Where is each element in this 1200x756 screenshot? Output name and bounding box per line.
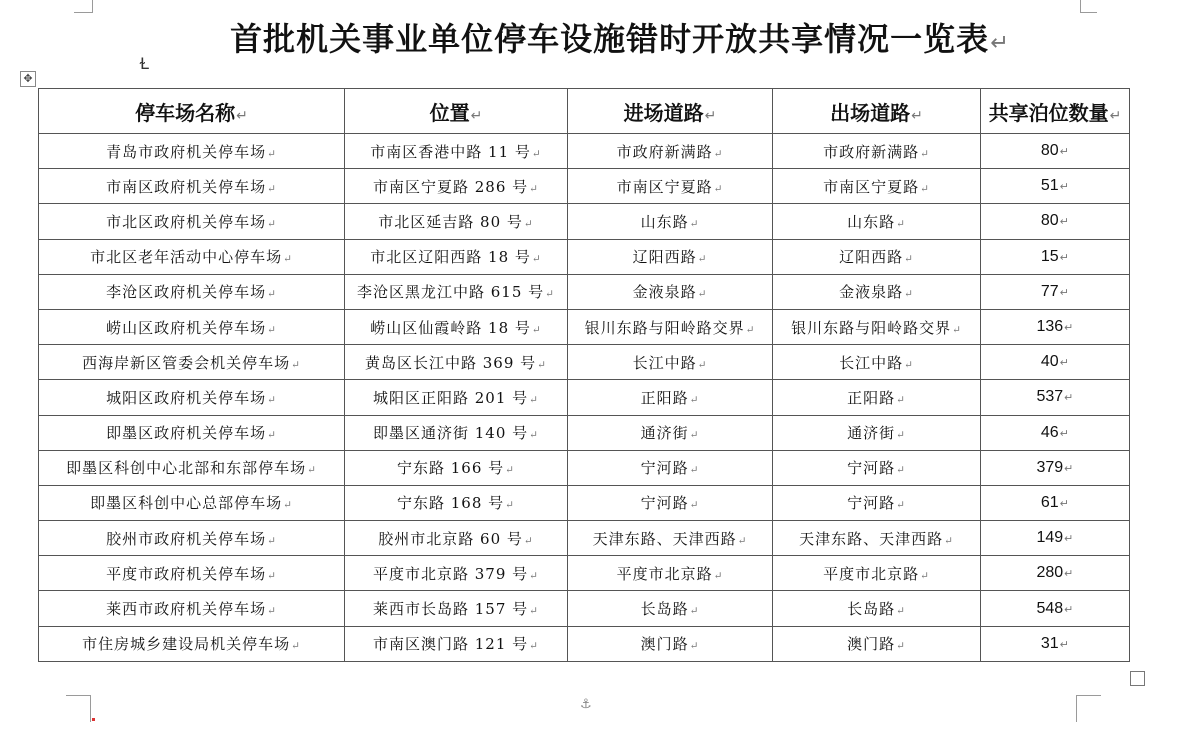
- cell-text: 平度市北京路 379 号: [373, 564, 529, 583]
- paragraph-mark-icon: ↵: [1064, 322, 1074, 335]
- table-cell[interactable]: [39, 450, 345, 485]
- paragraph-mark-icon: ↵: [505, 464, 515, 477]
- table-cell[interactable]: [39, 485, 345, 520]
- table-cell[interactable]: [981, 134, 1130, 169]
- cell-text: 天津东路、天津西路: [799, 529, 944, 548]
- paragraph-mark-icon: ↵: [505, 499, 515, 512]
- cell-text: 莱西市长岛路 157 号: [373, 600, 529, 619]
- paragraph-mark-icon: ↵: [291, 640, 301, 653]
- cell-text: 市政府新满路: [616, 142, 713, 161]
- table-cell[interactable]: [568, 521, 773, 556]
- cell-text: 澳门路: [847, 635, 896, 654]
- cell-text: 宁东路 166 号: [397, 459, 505, 478]
- table-header-row: [39, 89, 1130, 134]
- paragraph-mark-icon: ↵: [267, 288, 277, 301]
- paragraph-mark-icon: ↵: [267, 429, 277, 442]
- cell-text: 金液泉路: [839, 283, 904, 302]
- cell-text: 537: [1036, 388, 1064, 406]
- table-cell[interactable]: [773, 274, 981, 309]
- cell-text: 澳门路: [640, 635, 689, 654]
- cell-text: 市南区香港中路 11 号: [370, 142, 531, 161]
- table-cell[interactable]: [568, 450, 773, 485]
- table-cell[interactable]: [345, 204, 568, 239]
- paragraph-mark-icon: ↵: [1059, 146, 1070, 159]
- cell-text: 平度市北京路: [616, 564, 713, 583]
- column-header: [981, 89, 1130, 134]
- table-cell[interactable]: [981, 239, 1130, 274]
- column-header: [568, 89, 773, 134]
- table-cell[interactable]: [568, 626, 773, 661]
- paragraph-mark-icon: ↵: [1059, 181, 1070, 194]
- table-cell[interactable]: [345, 345, 568, 380]
- paragraph-mark-icon: ↵: [904, 358, 914, 371]
- paragraph-mark-icon: ↵: [713, 569, 724, 582]
- paragraph-mark-icon: ↵: [537, 358, 547, 371]
- paragraph-mark-icon: ↵: [896, 429, 906, 442]
- cell-text: 通济街: [847, 424, 896, 443]
- paragraph-mark-icon: ↵: [529, 393, 539, 406]
- table-cell[interactable]: [345, 415, 568, 450]
- cell-text: 平度市北京路: [823, 564, 920, 583]
- table-resize-handle-icon[interactable]: [1130, 671, 1145, 686]
- table-row: [39, 521, 1130, 556]
- cell-text: 市北区延吉路 80 号: [378, 212, 523, 231]
- table-cell[interactable]: [773, 380, 981, 415]
- table-row: [39, 309, 1130, 344]
- anchor-icon: ⚓: [580, 697, 592, 712]
- cell-text: 市南区宁夏路: [616, 177, 713, 196]
- cell-text: 长江中路: [632, 353, 697, 372]
- table-cell[interactable]: [981, 169, 1130, 204]
- paragraph-mark-icon: ↵: [236, 107, 248, 124]
- paragraph-mark-icon: ↵: [531, 253, 542, 266]
- table-cell[interactable]: [345, 274, 568, 309]
- paragraph-mark-icon: ↵: [529, 605, 539, 618]
- table-cell[interactable]: [981, 380, 1130, 415]
- paragraph-mark-icon: ↵: [307, 464, 317, 477]
- cell-text: 市南区宁夏路 286 号: [373, 177, 529, 196]
- cell-text: 正阳路: [847, 388, 896, 407]
- table-row: [39, 591, 1130, 626]
- paragraph-mark-icon: ↵: [1064, 462, 1074, 475]
- cell-text: 宁河路: [640, 459, 689, 478]
- paragraph-mark-icon: ↵: [1064, 568, 1074, 581]
- paragraph-mark-icon: ↵: [1064, 392, 1074, 405]
- cell-text: 长岛路: [640, 600, 689, 619]
- cell-text: 80: [1040, 212, 1059, 230]
- cell-text: 77: [1040, 282, 1059, 300]
- cell-text: 长岛路: [847, 600, 896, 619]
- table-cell[interactable]: [345, 309, 568, 344]
- cell-text: 天津东路、天津西路: [592, 529, 737, 548]
- paragraph-mark-icon: ↵: [904, 288, 914, 301]
- paragraph-mark-icon: ↵: [689, 393, 700, 406]
- table-row: [39, 485, 1130, 520]
- table-row: [39, 556, 1130, 591]
- paragraph-mark-icon: ↵: [896, 393, 906, 406]
- table-cell[interactable]: [39, 345, 345, 380]
- cell-text: 李沧区政府机关停车场: [106, 283, 267, 302]
- paragraph-mark-icon: ↵: [704, 107, 717, 124]
- table-cell[interactable]: [568, 274, 773, 309]
- table-cell[interactable]: [773, 204, 981, 239]
- paragraph-mark-icon: ↵: [267, 569, 277, 582]
- table-cell[interactable]: [39, 521, 345, 556]
- table-cell[interactable]: [39, 274, 345, 309]
- cell-text: 宁东路 168 号: [397, 494, 505, 513]
- paragraph-mark-icon: ↵: [920, 182, 930, 195]
- cell-text: 西海岸新区管委会机关停车场: [82, 353, 291, 372]
- table-cell[interactable]: [568, 345, 773, 380]
- table-cell[interactable]: [39, 556, 345, 591]
- paragraph-mark-icon: ↵: [689, 640, 700, 653]
- cell-text: 80: [1040, 142, 1059, 160]
- paragraph-mark-icon: ↵: [529, 640, 539, 653]
- paragraph-mark-icon: ↵: [697, 358, 708, 371]
- cell-text: 金液泉路: [632, 283, 697, 302]
- table-row: [39, 626, 1130, 661]
- paragraph-mark-icon: ↵: [283, 253, 293, 266]
- table-cell[interactable]: [39, 309, 345, 344]
- cell-text: 市南区澳门路 121 号: [373, 635, 529, 654]
- table-cell[interactable]: [39, 415, 345, 450]
- cell-text: 即墨区科创中心总部停车场: [90, 494, 283, 513]
- cell-text: 379: [1036, 458, 1064, 476]
- cell-text: 李沧区黑龙江中路 615 号: [357, 283, 545, 302]
- paragraph-mark-icon: ↵: [529, 429, 539, 442]
- table-cell[interactable]: [981, 626, 1130, 661]
- paragraph-mark-icon: ↵: [523, 217, 534, 230]
- parking-table: [38, 88, 1130, 662]
- table-cell[interactable]: [981, 485, 1130, 520]
- cell-text: 银川东路与阳岭路交界: [584, 318, 745, 337]
- table-cell[interactable]: [568, 485, 773, 520]
- table-cell[interactable]: [773, 239, 981, 274]
- paragraph-mark-icon: ↵: [737, 534, 748, 547]
- cell-text: 市政府新满路: [823, 142, 920, 161]
- cell-text: 市南区宁夏路: [823, 177, 920, 196]
- table-cell[interactable]: [345, 591, 568, 626]
- paragraph-mark-icon: ↵: [1059, 357, 1070, 370]
- paragraph-mark-icon: ↵: [529, 182, 539, 195]
- table-cell[interactable]: [39, 134, 345, 169]
- column-header: [39, 89, 345, 134]
- page-corner-mark: [74, 0, 93, 13]
- cell-text: 149: [1036, 529, 1064, 547]
- table-cell[interactable]: [981, 591, 1130, 626]
- paragraph-mark-icon: ↵: [531, 323, 542, 336]
- table-cell[interactable]: [981, 345, 1130, 380]
- cell-text: 280: [1036, 564, 1064, 582]
- table-cell[interactable]: [39, 626, 345, 661]
- table-cell[interactable]: [981, 556, 1130, 591]
- cell-text: 山东路: [847, 212, 896, 231]
- column-header: [345, 89, 568, 134]
- paragraph-mark-icon: ↵: [689, 429, 700, 442]
- table-row: [39, 134, 1130, 169]
- table-cell[interactable]: [345, 169, 568, 204]
- cell-text: 崂山区政府机关停车场: [106, 318, 267, 337]
- table-cell[interactable]: [773, 521, 981, 556]
- paragraph-mark-icon: ↵: [920, 147, 930, 160]
- cell-text: 市南区政府机关停车场: [106, 177, 267, 196]
- paragraph-mark-icon: ↵: [697, 253, 708, 266]
- text-cursor-icon: Ɫ: [140, 54, 149, 73]
- cell-text: 46: [1040, 423, 1059, 441]
- table-cell[interactable]: [981, 274, 1130, 309]
- paragraph-mark-icon: ↵: [1109, 107, 1122, 124]
- paragraph-mark-icon: ↵: [1059, 497, 1070, 510]
- paragraph-mark-icon: ↵: [1064, 603, 1074, 616]
- paragraph-mark-icon: ↵: [1059, 427, 1070, 440]
- cell-text: 山东路: [640, 212, 689, 231]
- paragraph-mark-icon: ↵: [689, 464, 700, 477]
- cell-text: 宁河路: [847, 459, 896, 478]
- paragraph-mark-icon: ↵: [470, 107, 483, 124]
- red-dot: [92, 718, 95, 721]
- cell-text: 莱西市政府机关停车场: [106, 600, 267, 619]
- cell-text: 城阳区政府机关停车场: [106, 388, 267, 407]
- paragraph-mark-icon: ↵: [523, 534, 534, 547]
- cell-text: 宁河路: [847, 494, 896, 513]
- cell-text: 548: [1036, 599, 1064, 617]
- table-row: [39, 380, 1130, 415]
- table-cell[interactable]: [345, 450, 568, 485]
- table-cell[interactable]: [568, 309, 773, 344]
- table-cell[interactable]: [568, 169, 773, 204]
- paragraph-mark-icon: ↵: [267, 534, 277, 547]
- table-cell[interactable]: [39, 239, 345, 274]
- paragraph-mark-icon: ↵: [1059, 286, 1070, 299]
- paragraph-mark-icon: ↵: [713, 182, 724, 195]
- paragraph-mark-icon: ↵: [896, 217, 906, 230]
- paragraph-mark-icon: ↵: [545, 288, 555, 301]
- paragraph-mark-icon: ↵: [267, 393, 277, 406]
- cell-text: 城阳区正阳路 201 号: [373, 388, 529, 407]
- table-cell[interactable]: [39, 591, 345, 626]
- table-cell[interactable]: [345, 485, 568, 520]
- cell-text: 银川东路与阳岭路交界: [791, 318, 952, 337]
- paragraph-mark-icon: ↵: [697, 288, 708, 301]
- paragraph-mark-icon: ↵: [283, 499, 293, 512]
- table-cell[interactable]: [773, 450, 981, 485]
- table-cell[interactable]: [345, 521, 568, 556]
- paragraph-mark-icon: ↵: [952, 323, 962, 336]
- paragraph-mark-icon: ↵: [896, 499, 906, 512]
- table-cell[interactable]: [568, 415, 773, 450]
- paragraph-mark-icon: ↵: [531, 147, 542, 160]
- table-cell[interactable]: [568, 591, 773, 626]
- table-cell[interactable]: [568, 239, 773, 274]
- paragraph-mark-icon: ↵: [896, 605, 906, 618]
- table-cell[interactable]: [773, 556, 981, 591]
- cell-text: 51: [1040, 177, 1059, 195]
- table-cell[interactable]: [39, 169, 345, 204]
- paragraph-mark-icon: ↵: [944, 534, 954, 547]
- paragraph-mark-icon: ↵: [904, 253, 914, 266]
- cell-text: 即墨区通济街 140 号: [373, 424, 529, 443]
- table-cell[interactable]: [568, 204, 773, 239]
- cell-text: 31: [1040, 634, 1059, 652]
- cell-text: 61: [1040, 493, 1059, 511]
- paragraph-mark-icon: ↵: [990, 30, 1010, 56]
- table-cell[interactable]: [773, 169, 981, 204]
- table-cell[interactable]: [568, 134, 773, 169]
- paragraph-mark-icon: ↵: [896, 464, 906, 477]
- table-row: [39, 345, 1130, 380]
- paragraph-mark-icon: ↵: [267, 147, 277, 160]
- paragraph-mark-icon: ↵: [911, 107, 923, 124]
- table-cell[interactable]: [345, 380, 568, 415]
- paragraph-mark-icon: ↵: [1059, 251, 1070, 264]
- paragraph-mark-icon: ↵: [1059, 216, 1070, 229]
- table-row: [39, 204, 1130, 239]
- cell-text: 胶州市北京路 60 号: [378, 529, 523, 548]
- cell-text: 辽阳西路: [632, 248, 697, 267]
- table-cell[interactable]: [981, 415, 1130, 450]
- paragraph-mark-icon: ↵: [689, 499, 700, 512]
- table-cell[interactable]: [981, 204, 1130, 239]
- column-header-text: 位置: [429, 100, 470, 125]
- cell-text: 正阳路: [640, 388, 689, 407]
- page-corner-mark: [1080, 0, 1097, 13]
- paragraph-mark-icon: ↵: [920, 569, 930, 582]
- table-row: [39, 239, 1130, 274]
- cell-text: 通济街: [640, 424, 689, 443]
- page-corner-mark: [66, 695, 91, 722]
- cell-text: 市北区政府机关停车场: [106, 212, 267, 231]
- column-header-text: 共享泊位数量: [988, 100, 1109, 125]
- table-cell[interactable]: [345, 239, 568, 274]
- cell-text: 即墨区政府机关停车场: [106, 424, 267, 443]
- cell-text: 长江中路: [839, 353, 904, 372]
- column-header-text: 进场道路: [623, 100, 704, 125]
- table-cell[interactable]: [773, 626, 981, 661]
- paragraph-mark-icon: ↵: [689, 217, 700, 230]
- column-header-text: 停车场名称: [135, 100, 236, 125]
- paragraph-mark-icon: ↵: [267, 323, 277, 336]
- paragraph-mark-icon: ↵: [896, 640, 906, 653]
- cell-text: 40: [1040, 353, 1059, 371]
- paragraph-mark-icon: ↵: [529, 569, 539, 582]
- table-cell[interactable]: [345, 556, 568, 591]
- cell-text: 平度市政府机关停车场: [106, 564, 267, 583]
- paragraph-mark-icon: ↵: [713, 147, 724, 160]
- cell-text: 青岛市政府机关停车场: [106, 142, 267, 161]
- table-cell[interactable]: [568, 556, 773, 591]
- table-cell[interactable]: [981, 450, 1130, 485]
- cell-text: 崂山区仙霞岭路 18 号: [370, 318, 531, 337]
- cell-text: 市北区老年活动中心停车场: [90, 248, 283, 267]
- table-row: [39, 169, 1130, 204]
- table-cell[interactable]: [981, 309, 1130, 344]
- table-cell[interactable]: [39, 380, 345, 415]
- cell-text: 宁河路: [640, 494, 689, 513]
- table-cell[interactable]: [345, 134, 568, 169]
- cell-text: 即墨区科创中心北部和东部停车场: [66, 459, 307, 478]
- cell-text: 市北区辽阳西路 18 号: [370, 248, 531, 267]
- cell-text: 市住房城乡建设局机关停车场: [82, 635, 291, 654]
- table-cell[interactable]: [773, 485, 981, 520]
- paragraph-mark-icon: ↵: [1059, 638, 1070, 651]
- paragraph-mark-icon: ↵: [1064, 533, 1074, 546]
- table-body: [39, 134, 1130, 662]
- column-header-text: 出场道路: [830, 100, 911, 125]
- table-cell[interactable]: [39, 204, 345, 239]
- table-row: [39, 450, 1130, 485]
- page-corner-mark: [1076, 695, 1101, 722]
- table-cell[interactable]: [773, 345, 981, 380]
- paragraph-mark-icon: ↵: [689, 605, 700, 618]
- paragraph-mark-icon: ↵: [267, 182, 277, 195]
- cell-text: 辽阳西路: [839, 248, 904, 267]
- table-cell[interactable]: [568, 380, 773, 415]
- paragraph-mark-icon: ↵: [745, 323, 756, 336]
- table-move-handle-icon[interactable]: ✥: [20, 71, 36, 87]
- table-cell[interactable]: [345, 626, 568, 661]
- table-cell[interactable]: [773, 134, 981, 169]
- table-row: [39, 415, 1130, 450]
- paragraph-mark-icon: ↵: [267, 605, 277, 618]
- paragraph-mark-icon: ↵: [291, 358, 301, 371]
- table-cell[interactable]: [981, 521, 1130, 556]
- document-title: 首批机关事业单位停车设施错时开放共享情况一览表↵: [230, 20, 1010, 58]
- table-cell[interactable]: [773, 309, 981, 344]
- column-header: [773, 89, 981, 134]
- table-cell[interactable]: [773, 415, 981, 450]
- cell-text: 136: [1036, 318, 1064, 336]
- cell-text: 黄岛区长江中路 369 号: [365, 353, 537, 372]
- table-cell[interactable]: [773, 591, 981, 626]
- cell-text: 15: [1040, 247, 1059, 265]
- paragraph-mark-icon: ↵: [267, 217, 277, 230]
- table-row: [39, 274, 1130, 309]
- cell-text: 胶州市政府机关停车场: [106, 529, 267, 548]
